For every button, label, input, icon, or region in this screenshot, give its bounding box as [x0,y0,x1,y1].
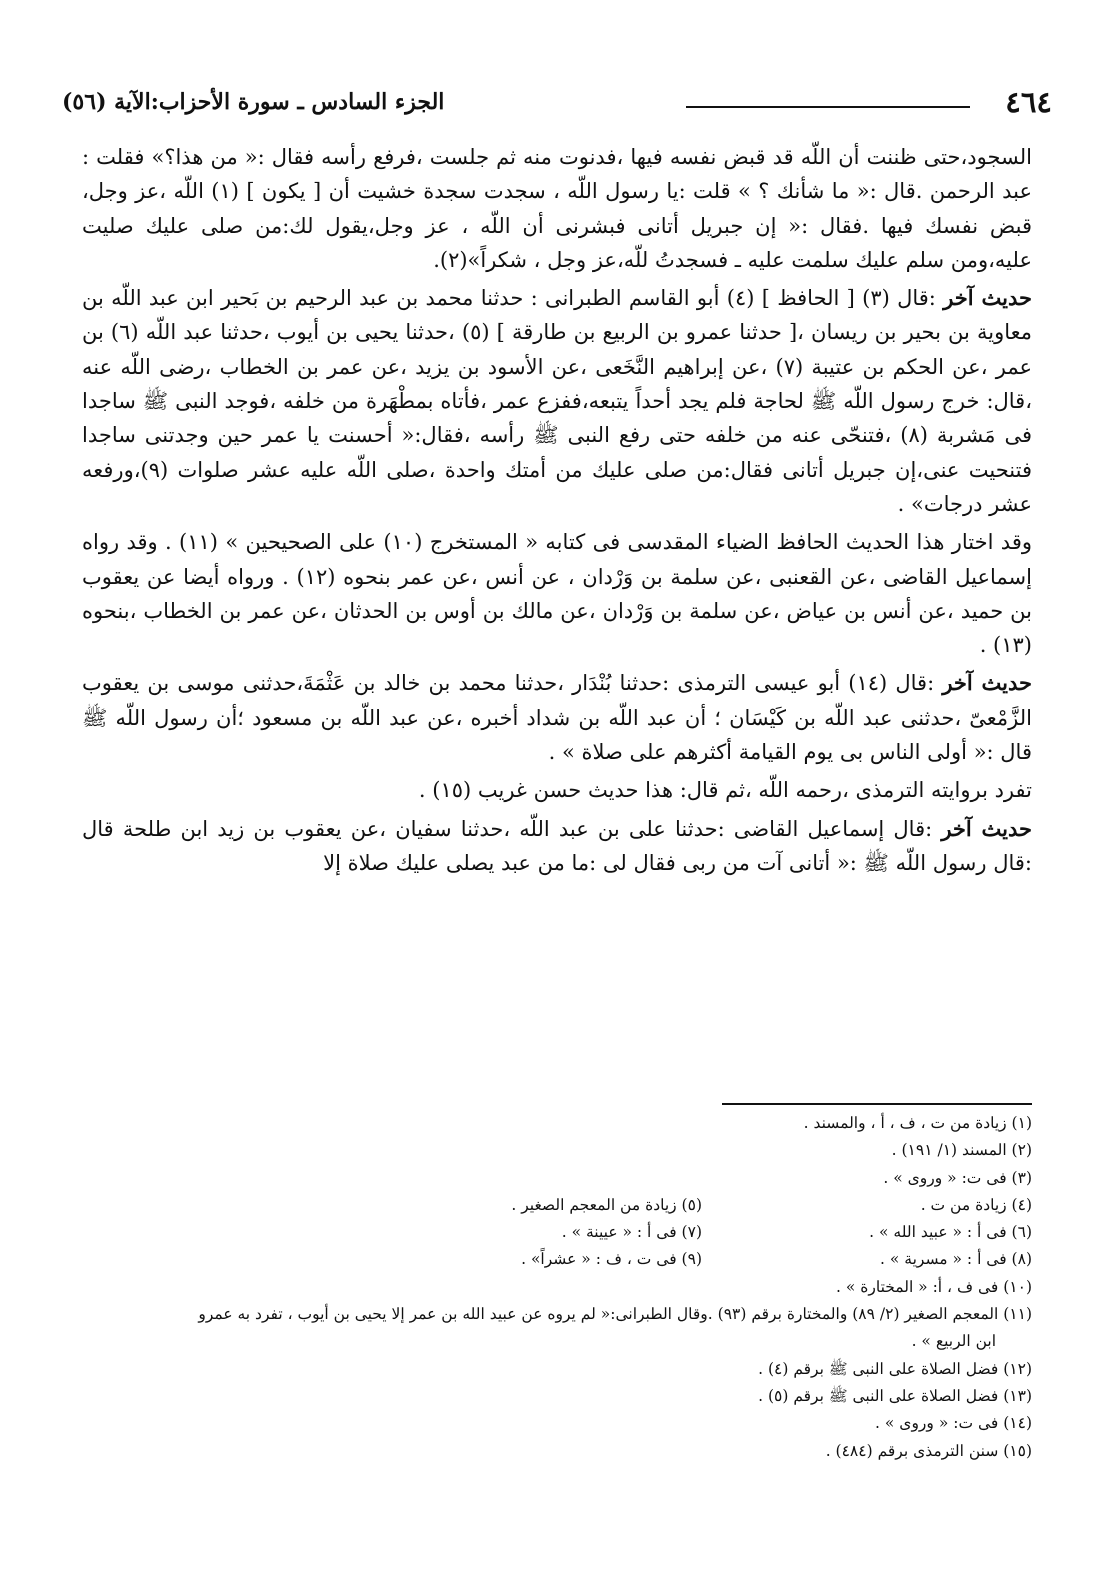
footnote: (٦) فى أ : « عبيد الله » . [869,1223,1032,1242]
page-number: ٤٦٤ [1005,85,1052,119]
footnote-row [82,1192,1032,1219]
footnote: (٣) فى ت: « وروى » . [883,1168,1032,1187]
page-header [62,82,1052,122]
paragraph-text: وقد اختار هذا الحديث الحافظ الضياء المقدسى فى كتابه « المستخرج (١٠) على الصحيحين » (١١) . وقد رواه إسماعيل القاضى ،عن القعنبى ،عن سلمة بن وَرْدان ، عن أنس ،عن عمر بنحوه (١٢) . ورواه أيضا عن يعقوب بن حميد ،عن أنس بن عياض ،عن سلمة بن وَرْدان ،عن مالك بن أوس بن الحدثان ،عن عمر بن الخطاب ،بنحوه (١٣) . [82,530,1032,658]
footnote: (٤) زيادة من ت . [920,1195,1032,1214]
header-rule [686,106,970,108]
footnote: (٩) فى ت ، ف : « عشراً» . [521,1250,702,1269]
footnote: (٧) فى أ : « عيينة » . [561,1223,702,1242]
footnote: (١١) المعجم الصغير (٢/ ٨٩) والمختارة برقم (٩٣) .وقال الطبرانى:« لم يروه عن عبيد الله بن عمر إلا يحيى بن أيوب ، تفرد به عمرو [198,1305,1032,1324]
hadith-label: حديث آخر [943,285,1032,311]
footnote: (٥) زيادة من المعجم الصغير . [511,1195,702,1214]
footnote: (١٢) فضل الصلاة على النبى ﷺ برقم (٤) . [758,1359,1032,1378]
footnote-rule [722,1103,1032,1105]
footnote: (١) زيادة من ت ، ف ، أ ، والمسند . [803,1114,1032,1132]
paragraph [82,666,1032,769]
paragraph [82,281,1032,521]
footnote: (١٠) فى ف ، أ: « المختارة » . [835,1277,1032,1296]
footnote-row [82,1246,1032,1273]
paragraph [82,812,1032,881]
paragraph-text: :قال (١٤) أبو عيسى الترمذى :حدثنا بُنْدَار ،حدثنا محمد بن خالد بن عَثْمَةَ،حدثنى موسى بن يعقوب الزَّمْعىّ ،حدثنى عبد اللّه بن كَيْسَان ؛ أن عبد اللّه بن شداد أخبره ،عن عبد اللّه بن مسعود ؛أن رسول اللّه ﷺ قال :« أولى الناس بى يوم القيامة أكثرهم على صلاة » . [82,671,1033,765]
hadith-label: حديث آخر [942,670,1032,696]
paragraph-text: تفرد بروايته الترمذى ،رحمه اللّه ،ثم قال: هذا حديث حسن غريب (١٥) . [418,778,1032,803]
footnote: (٢) المسند (١/ ١٩١) . [891,1141,1032,1160]
footnote: (١٣) فضل الصلاة على النبى ﷺ برقم (٥) . [758,1386,1032,1405]
hadith-label: حديث آخر [941,815,1032,841]
paragraph-text: :قال (٣) [ الحافظ ] (٤) أبو القاسم الطبرانى : حدثنا محمد بن عبد الرحيم بن بَحير ابن عبد اللّه بن معاوية بن بحير بن ريسان ،[ حدثنا عمرو بن الربيع بن طارقة ] (٥) ،حدثنا يحيى بن أيوب ،حدثنا عبد اللّه (٦) بن عمر ،عن الحكم بن عتيبة (٧) ،عن إبراهيم النَّخَعى ،عن الأسود بن يزيد ،عن عمر بن الخطاب ،رضى اللّه عنه ،قال: خرج رسول اللّه ﷺ لحاجة فلم يجد أحداً يتبعه،ففزع عمر ،فأتاه بمطْهَرة من خلفه ،فوجد النبى ﷺ ساجدا فى مَشربة (٨) ،فتنحّى عنه من خلفه حتى رفع النبى ﷺ رأسه ،فقال:« أحسنت يا عمر حين وجدتنى ساجدا فتنحيت عنى،إن جبريل أتانى فقال:من صلى عليك من أمتك واحدة ،صلى اللّه عليه عشر صلوات (٩)،ورفعه عشر درجات» . [82,286,1033,516]
footnote-continuation: ابن الربيع » . [911,1332,996,1351]
footnote: (١٥) سنن الترمذى برقم (٤٨٤) . [825,1441,1032,1460]
paragraph-text: السجود،حتى ظننت أن اللّه قد قبض نفسه فيها ،فدنوت منه ثم جلست ،فرفع رأسه فقال :« من هذا؟» فقلت : عبد الرحمن .قال :« ما شأنك ؟ » قلت :يا رسول اللّه ، سجدت سجدة خشيت أن [ يكون ] (١) اللّه ،عز وجل، قبض نفسك فيها .فقال :« إن جبريل أتانى فبشرنى أن اللّه ، عز وجل،يقول لك:من صلى عليك صليت عليه،ومن سلم عليك سلمت عليه ـ فسجدتُ للّه،عز وجل ، شكراً»(٢). [82,145,1032,272]
footnotes [82,1110,1032,1465]
paragraph [82,773,1032,807]
paragraph [82,525,1032,662]
footnote: (١٤) فى ت: « وروى » . [875,1414,1032,1433]
main-text [82,140,1032,884]
running-title: الجزء السادس ـ سورة الأحزاب:الآية (٥٦) [62,89,445,115]
paragraph [82,140,1032,277]
paragraph-text: :قال إسماعيل القاضى :حدثنا على بن عبد اللّه ،حدثنا سفيان ،عن يعقوب بن زيد ابن طلحة قال :قال رسول اللّه ﷺ :« أتانى آت من ربى فقال لى :ما من عبد يصلى عليك صلاة إلا [82,816,1032,875]
footnote: (٨) فى أ : « مسرية » . [880,1250,1032,1269]
footnote-row [82,1219,1032,1246]
